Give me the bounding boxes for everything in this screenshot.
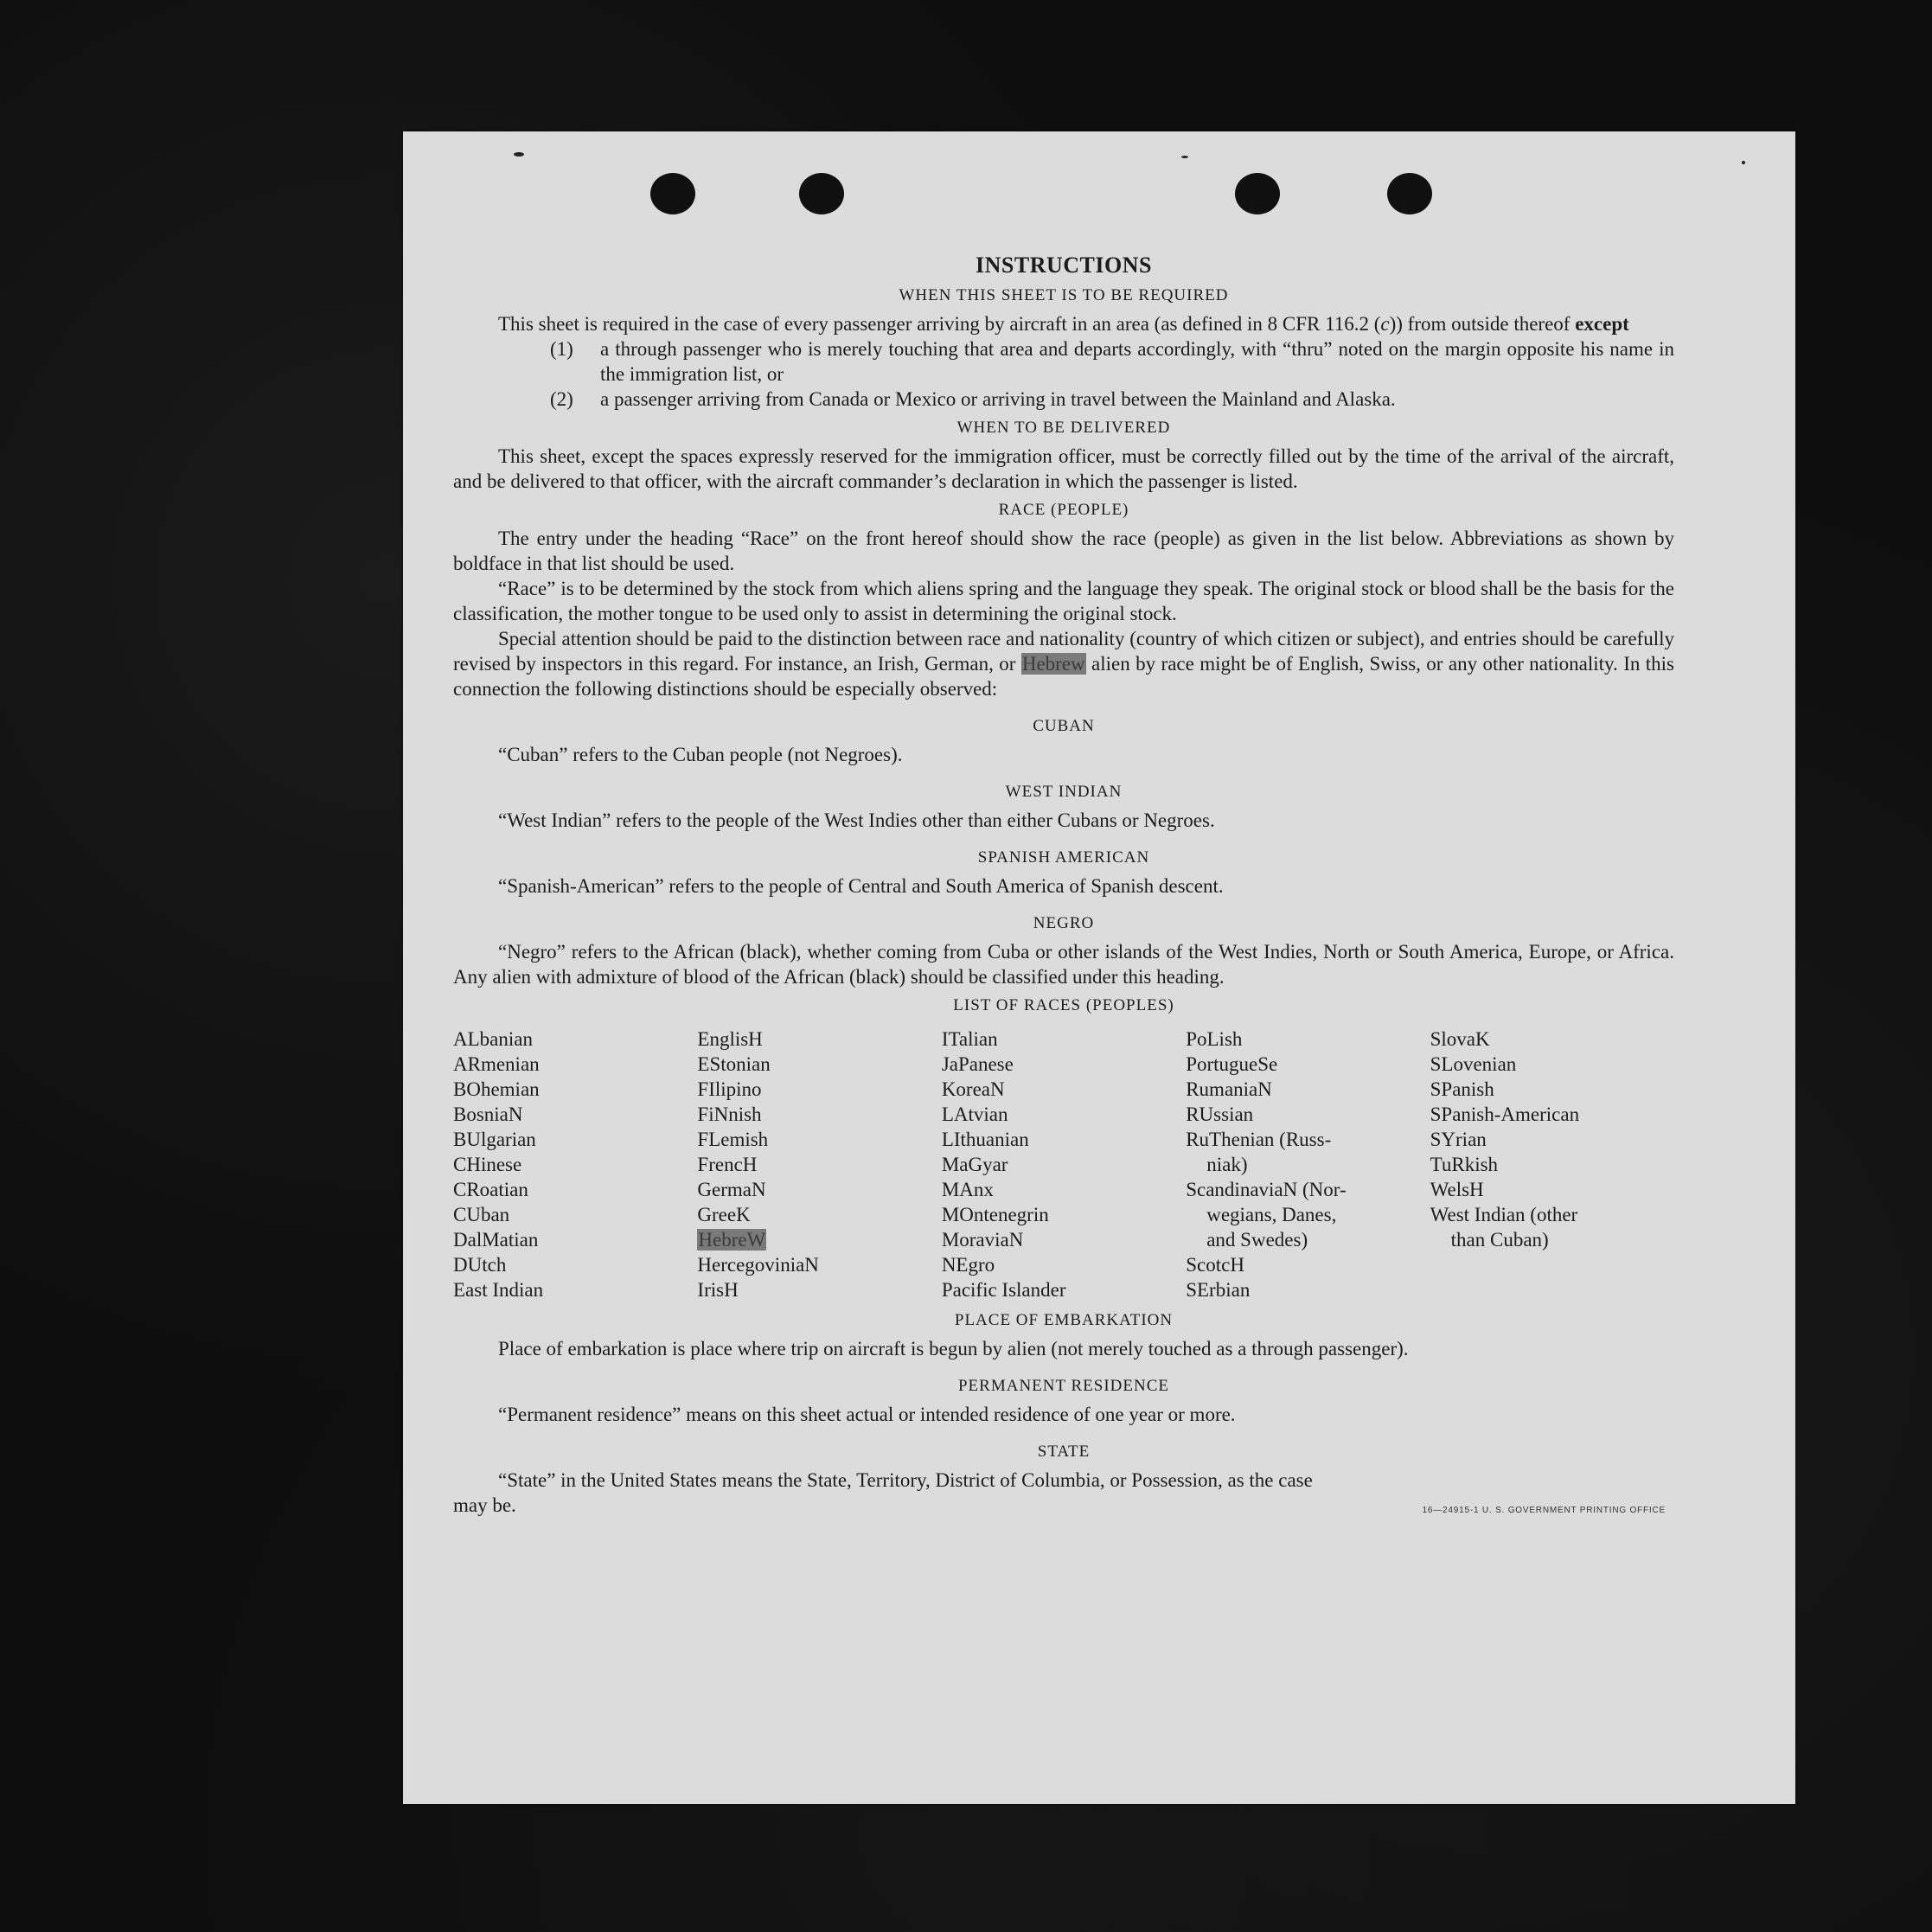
race-entry: IrisH <box>697 1279 739 1301</box>
race-entry: West Indian (other <box>1430 1204 1578 1225</box>
race-entry: CUban <box>453 1204 510 1225</box>
section-heading-spanish-american: SPANISH AMERICAN <box>977 848 1150 867</box>
race-entry: PortugueSe <box>1186 1053 1278 1075</box>
race-entry: DUtch <box>453 1254 507 1276</box>
section-heading-race: RACE (PEOPLE) <box>998 501 1129 519</box>
race-entry: RUssian <box>1186 1104 1254 1125</box>
race-entry: ITalian <box>941 1028 998 1050</box>
section-heading-list: LIST OF RACES (PEOPLES) <box>953 996 1174 1014</box>
redacted-word: Hebrew <box>1021 653 1085 675</box>
race-entry: CRoatian <box>453 1179 528 1200</box>
race-entry: TuRkish <box>1430 1154 1499 1175</box>
race-entry: ScandinaviaN (Nor- <box>1186 1179 1347 1200</box>
section-heading-negro: NEGRO <box>1033 914 1095 932</box>
races-column-2 <box>697 1027 941 1302</box>
race-entry: MOntenegrin <box>941 1204 1049 1225</box>
race-entry: BOhemian <box>453 1078 540 1100</box>
race-entry: wegians, Danes, <box>1206 1204 1337 1225</box>
race-entry: RuThenian (Russ- <box>1186 1129 1332 1150</box>
race-entry: NEgro <box>941 1254 995 1276</box>
races-column-1 <box>453 1027 697 1302</box>
race-entry: ScotcH <box>1186 1254 1244 1276</box>
race-entry: and Swedes) <box>1206 1229 1308 1251</box>
race-entry: ALbanian <box>453 1028 533 1050</box>
punch-hole <box>650 173 695 214</box>
race-entry: FIlipino <box>697 1078 762 1100</box>
race-entry: SlovaK <box>1430 1028 1490 1050</box>
race-entry: than Cuban) <box>1450 1229 1549 1251</box>
race-entry: FLemish <box>697 1129 769 1150</box>
race-entry: KoreaN <box>941 1078 1005 1100</box>
race-entry: ARmenian <box>453 1053 540 1075</box>
instructions-content <box>453 253 1674 1518</box>
scan-speck <box>1742 161 1745 164</box>
printing-office-code: 16—24915-1 U. S. GOVERNMENT PRINTING OFFICE <box>1422 1506 1666 1515</box>
punch-hole <box>799 173 844 214</box>
race-entry: SYrian <box>1430 1129 1487 1150</box>
exception-item-1: (1) a through passenger who is merely touching that area and departs accordingly, with “thru” noted on the margin opposite his name in the immigration list, or <box>550 338 1674 385</box>
scan-speck <box>1181 156 1188 158</box>
section-heading-state: STATE <box>1037 1443 1091 1461</box>
race-entry: SPanish <box>1430 1078 1494 1100</box>
residence-text: “Permanent residence” means on this sheet actual or intended residence of one year or more. <box>498 1404 1236 1425</box>
section-heading-cuban: CUBAN <box>1033 717 1095 735</box>
punch-hole <box>1235 173 1280 214</box>
race-entry: WelsH <box>1430 1179 1484 1200</box>
section-heading-embarkation: PLACE OF EMBARKATION <box>954 1311 1174 1329</box>
race-entry: MAnx <box>941 1179 994 1200</box>
delivered-text: This sheet, except the spaces expressly reserved for the immigration officer, must be correctly filled out by the time of the arrival of the aircraft, and be delivered to that officer, with the aircraft commander’s declaration in which the passenger is listed. <box>453 445 1674 492</box>
race-entry: Pacific Islander <box>941 1279 1066 1301</box>
race-entry: BUlgarian <box>453 1129 536 1150</box>
race-entry: RumaniaN <box>1186 1078 1272 1100</box>
state-text: “State” in the United States means the State, Territory, District of Columbia, or Possession, as the case <box>498 1469 1313 1491</box>
races-column-3 <box>942 1027 1186 1302</box>
race-entry: FiNnish <box>697 1104 762 1125</box>
race-entry: LAtvian <box>941 1104 1008 1125</box>
spanish-american-text: “Spanish-American” refers to the people of Central and South America of Spanish descent. <box>498 875 1224 897</box>
scan-speck <box>514 152 524 157</box>
race-entry: niak) <box>1206 1154 1248 1175</box>
punch-hole <box>1387 173 1432 214</box>
negro-text: “Negro” refers to the African (black), whether coming from Cuba or other islands of the West Indies, North or South America, Europe, or Africa. Any alien with admixture of blood of the African (black) should be classified under this heading. <box>453 941 1674 988</box>
section-heading-residence: PERMANENT RESIDENCE <box>957 1377 1170 1395</box>
race-entry: EStonian <box>697 1053 771 1075</box>
races-column-4 <box>1186 1027 1430 1302</box>
race-paragraph-3: Special attention should be paid to the distinction between race and nationality (country of which citizen or subject), and entries should be carefully revised by inspectors in this regard. For instance, an Irish, German, or Hebrew alien by race might be of English, Swiss, or any other nationality. In this connection the following distinctions should be especially observed: <box>453 628 1674 700</box>
race-entry: PoLish <box>1186 1028 1243 1050</box>
race-entry: FrencH <box>697 1154 758 1175</box>
race-entry: JaPanese <box>941 1053 1014 1075</box>
race-entry: East Indian <box>453 1279 544 1301</box>
race-entry: DalMatian <box>453 1229 539 1251</box>
exception-item-2: (2) a passenger arriving from Canada or Mexico or arriving in travel between the Mainland and Alaska. <box>550 388 1396 410</box>
race-entry: LIthuanian <box>941 1129 1029 1150</box>
races-list <box>453 1027 1674 1302</box>
page-title: INSTRUCTIONS <box>976 253 1152 278</box>
race-entry: HebreW <box>698 1229 766 1251</box>
race-entry: GermaN <box>697 1179 766 1200</box>
race-entry: HercegoviniaN <box>697 1254 819 1276</box>
race-entry: CHinese <box>453 1154 522 1175</box>
race-entry: SErbian <box>1186 1279 1251 1301</box>
race-entry: SLovenian <box>1430 1053 1517 1075</box>
required-intro: This sheet is required in the case of every passenger arriving by aircraft in an area (as defined in 8 CFR 116.2 (c)) from outside thereof except <box>498 313 1629 335</box>
west-indian-text: “West Indian” refers to the people of the West Indies other than either Cubans or Negroes. <box>498 809 1215 831</box>
section-heading-required: WHEN THIS SHEET IS TO BE REQUIRED <box>899 286 1229 304</box>
race-entry: MoraviaN <box>941 1229 1024 1251</box>
race-entry: BosniaN <box>453 1104 523 1125</box>
race-entry: SPanish-American <box>1430 1104 1580 1125</box>
section-heading-delivered: WHEN TO BE DELIVERED <box>956 419 1171 437</box>
state-text-end <box>453 1493 1674 1518</box>
state-text-continued: may be. <box>453 1494 516 1516</box>
race-entry: MaGyar <box>941 1154 1008 1175</box>
race-paragraph-2: “Race” is to be determined by the stock from which aliens spring and the language they speak. The original stock or blood shall be the basis for the classification, the mother tongue to be used only to assist in determining the original stock. <box>453 578 1674 624</box>
cuban-text: “Cuban” refers to the Cuban people (not Negroes). <box>498 744 903 765</box>
races-column-5 <box>1430 1027 1674 1302</box>
embarkation-text: Place of embarkation is place where trip on aircraft is begun by alien (not merely touched as a through passenger). <box>498 1338 1409 1359</box>
race-entry: EnglisH <box>697 1028 763 1050</box>
race-entry: GreeK <box>697 1204 751 1225</box>
section-heading-west-indian: WEST INDIAN <box>1005 783 1123 801</box>
instruction-sheet <box>403 131 1795 1804</box>
race-paragraph-1: The entry under the heading “Race” on the front hereof should show the race (people) as given in the list below. Abbreviations as shown by boldface in that list should be used. <box>453 528 1674 574</box>
